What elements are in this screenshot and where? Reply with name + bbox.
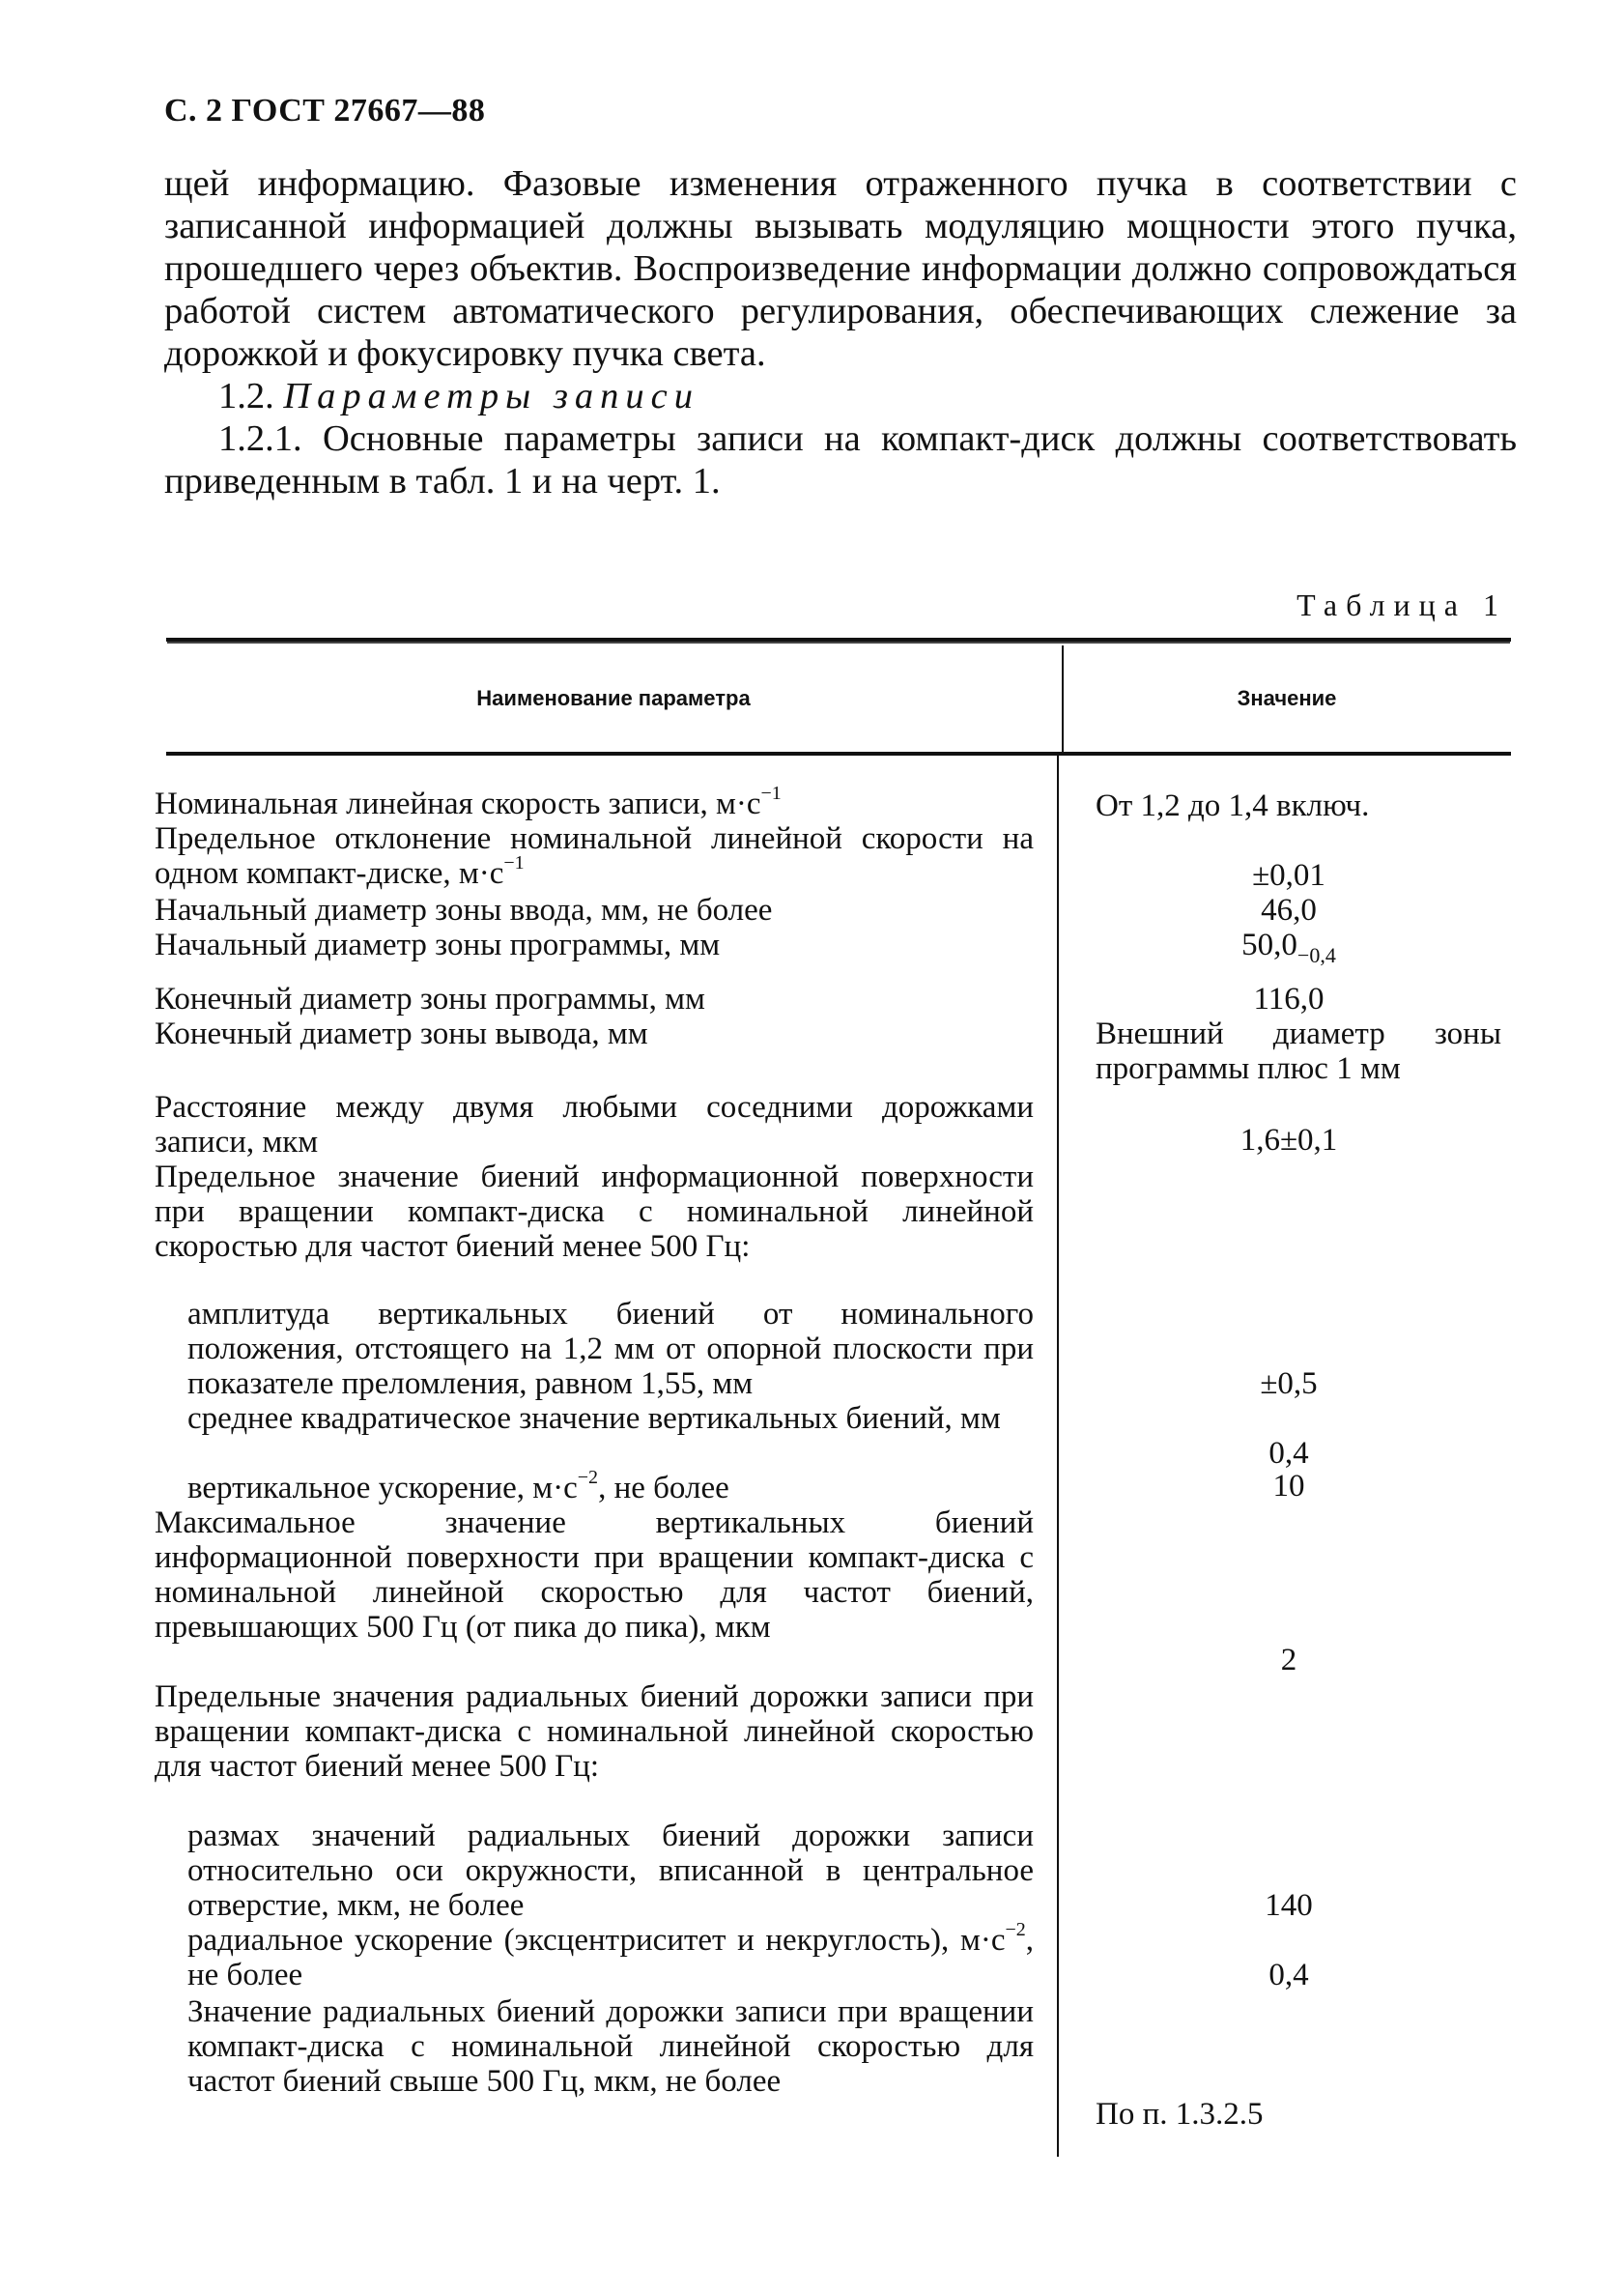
table-row-name: среднее квадратическое значение вертикальных биений, мм: [187, 1401, 1001, 1436]
table-row-name: Предельные значения радиальных биений дорожки записи при вращении компакт-диска с номинальной линейной скоростью для частот биений менее 500 Гц:: [155, 1679, 1034, 1784]
table-row-value: 2: [1280, 1643, 1297, 1677]
table-row-name: Начальный диаметр зоны программы, мм: [155, 928, 721, 962]
table-row-value: 140: [1265, 1888, 1313, 1923]
table-row-name: радиальное ускорение (эксцентриситет и некруглость), $м\cdot с^{-2}$, не более: [187, 1919, 1034, 1992]
table-row-value: 116,0: [1253, 982, 1325, 1017]
paragraph-1-2-1: 1.2.1. Основные параметры записи на компакт-диск должны соответствовать приведенным в табл. 1 и на черт. 1.: [164, 418, 1517, 501]
table-row-name: Предельное отклонение номинальной линейной скорости на одном компакт-диске, $м\cdot с^{-1}$: [155, 821, 1034, 891]
table-row-value: 0,4: [1268, 1958, 1309, 1992]
paragraph-continuation: щей информацию. Фазовые изменения отраженного пучка в соответствии с записанной информацией должны вызывать модуляцию мощности этого пучка, прошедшего через объектив. Воспроизведение информации должно сопровождаться работой систем автоматического регулирования, обеспечивающих слежение за дорожкой и фокусировку пучка света.: [164, 163, 1517, 374]
section-title: Параметры записи: [283, 376, 699, 416]
table-row-name: Номинальная линейная скорость записи, $м\cdot с^{-1}$: [155, 783, 782, 821]
intro-text: [164, 162, 1517, 502]
table-row-value: ±0,5: [1260, 1366, 1318, 1401]
table-row-name: Конечный диаметр зоны вывода, мм: [155, 1017, 648, 1051]
table-row-value: От 1,2 до 1,4 включ.: [1096, 788, 1370, 823]
table-column-divider: [1057, 756, 1059, 2157]
table-row-name: Значение радиальных биений дорожки записи при вращении компакт-диска с номинальной линейной скоростью для частот биений свыше 500 Гц, мкм, не более: [187, 1994, 1034, 2099]
column-header-name: Наименование параметра: [476, 686, 751, 710]
table-row-value: 10: [1272, 1469, 1305, 1504]
table-row-value: $50,0_{-0,4}$: [1241, 928, 1336, 967]
table-row-value: ±0,01: [1252, 858, 1325, 893]
table-header-rule: [166, 752, 1511, 756]
table-row-name: Максимальное значение вертикальных биений информационной поверхности при вращении компакт-диска с номинальной линейной скоростью для частот биений, превышающих 500 Гц (от пика до пика), мкм: [155, 1505, 1034, 1645]
table-row-name: вертикальное ускорение, $м\cdot с^{-2}$, не более: [187, 1467, 729, 1505]
table-row-value: Внешний диаметр зоны программы плюс 1 мм: [1096, 1017, 1501, 1086]
table-row-name: размах значений радиальных биений дорожки записи относительно оси окружности, вписанной в центральное отверстие, мкм, не более: [187, 1819, 1034, 1923]
table-row-name: Расстояние между двумя любыми соседними дорожками записи, мкм: [155, 1090, 1034, 1160]
section-number: 1.2.: [218, 376, 274, 416]
table-caption: Таблица 1: [1296, 587, 1507, 622]
column-header-value: Значение: [1237, 686, 1337, 710]
table-row-value: 0,4: [1268, 1436, 1309, 1471]
table-row-value: 46,0: [1261, 893, 1317, 928]
table-row-name: амплитуда вертикальных биений от номинального положения, отстоящего на 1,2 мм от опорной плоскости при показателе преломления, равном 1,55, мм: [187, 1297, 1034, 1401]
table-row-name: Предельное значение биений информационной поверхности при вращении компакт-диска с номинальной линейной скоростью для частот биений менее 500 Гц:: [155, 1160, 1034, 1264]
page-header: С. 2 ГОСТ 27667—88: [164, 93, 486, 129]
table-row-name: Начальный диаметр зоны ввода, мм, не более: [155, 893, 773, 928]
table-top-rule: [166, 638, 1511, 642]
table-row-value: По п. 1.3.2.5: [1096, 2097, 1264, 2132]
table-row-name: Конечный диаметр зоны программы, мм: [155, 982, 705, 1017]
table-row-value: 1,6±0,1: [1239, 1123, 1338, 1158]
section-heading: [164, 375, 1517, 417]
